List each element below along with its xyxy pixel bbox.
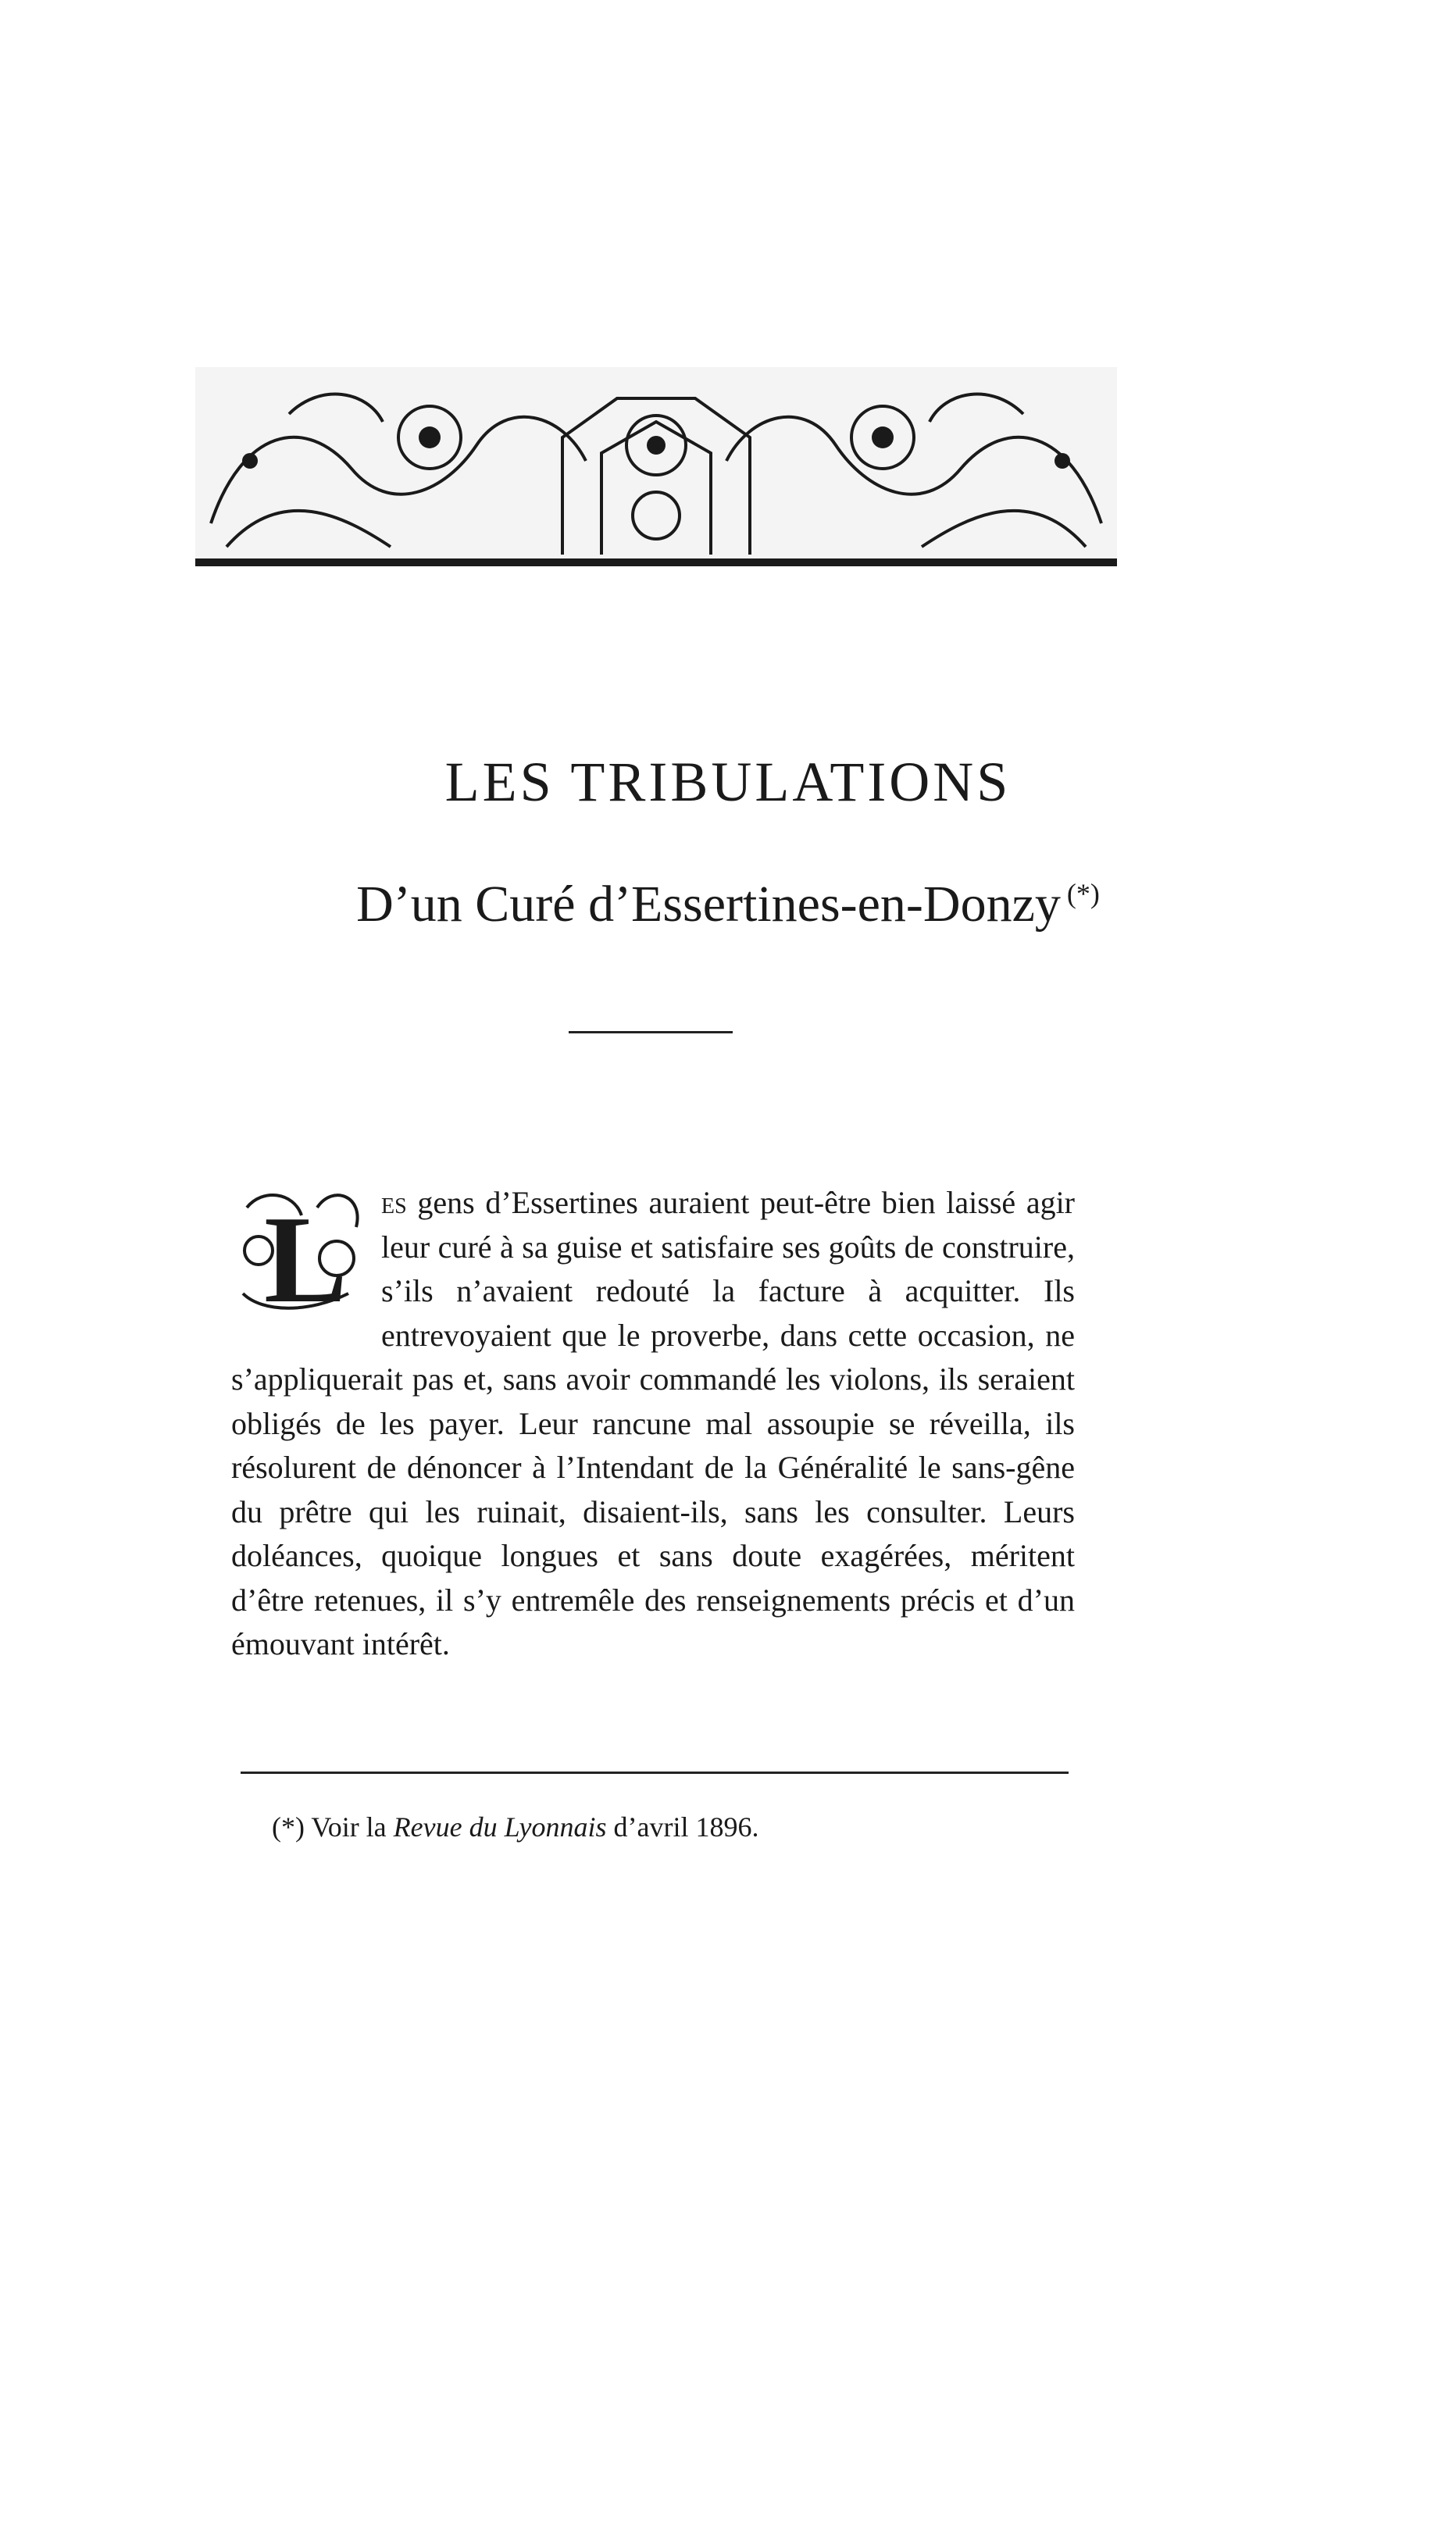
paragraph-text: gens d’Essertines auraient peut-être bien laissé agir leur curé à sa guise et satisfaire ses goûts de construire, s’ils n’avaient redouté la facture à acquitter. Ils entrevoyaient que le proverbe, dans cette occasion, ne s’appliquerait pas et, sans avoir commandé les violons, ils seraient obligés de les payer. Leur rancune mal assoupie se réveilla, ils résolurent de dénoncer à l’Intendant de la Généralité le sans-gêne du prêtre qui les ruinait, disaient-ils, sans les consulter. Leurs doléances, quoique longues et sans doute exagérées, méritent d’être retenues, il s’y entremêle des renseignements précis et d’un émouvant intérêt. [231, 1185, 1075, 1661]
footnote-suffix: d’avril 1896. [606, 1811, 759, 1843]
subtitle-text: D’un Curé d’Essertines-en-Donzy [356, 876, 1061, 933]
footnote-reference: (*) [1066, 878, 1100, 909]
footnote-divider [241, 1772, 1069, 1774]
dropcap-letter: L [264, 1190, 348, 1317]
lead-smallcaps: es [381, 1185, 407, 1220]
footnote-marker: (*) [272, 1811, 305, 1843]
page-title: LES TRIBULATIONS [444, 751, 1012, 813]
footnote-prefix: Voir la [304, 1811, 394, 1843]
title-divider [569, 1031, 733, 1033]
footnote-journal: Revue du Lyonnais [393, 1811, 607, 1843]
ornamental-dropcap [231, 1184, 372, 1317]
decorative-header-ornament [195, 367, 1117, 566]
footnote [272, 1811, 1053, 1843]
body-paragraph [231, 1181, 1075, 1667]
page-subtitle [0, 875, 1456, 934]
